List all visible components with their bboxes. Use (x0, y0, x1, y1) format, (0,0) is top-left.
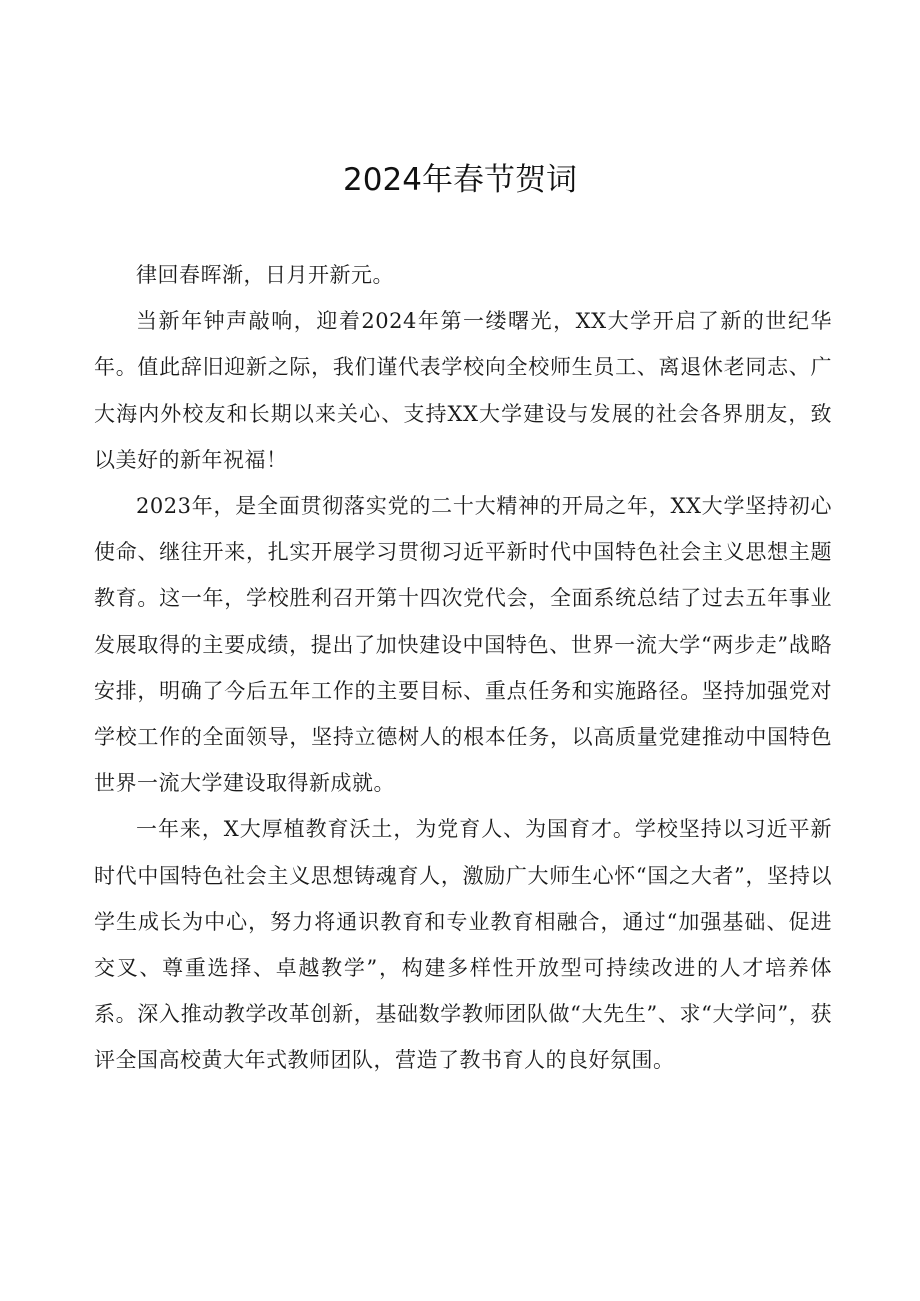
paragraph-2023-review: 2023年，是全面贯彻落实党的二十大精神的开局之年，XX大学坚持初心使命、继往开来，扎实开展学习贯彻习近平新时代中国特色社会主义思想主题教育。这一年，学校胜利召开第十四次党代会，全面系统总结了过去五年事业发展取得的主要成绩，提出了加快建设中国特色、世界一流大学“两步走”战略安排，明确了今后五年工作的主要目标、重点任务和实施路径。坚持加强党对学校工作的全面领导，坚持立德树人的根本任务，以高质量党建推动中国特色世界一流大学建设取得新成就。 (94, 494, 832, 796)
document-title: 2024年春节贺词 (343, 162, 577, 198)
document-body (94, 252, 832, 1084)
paragraph-opening: 律回春晖渐，日月开新元。 (136, 263, 394, 287)
paragraph-new-year-greeting: 当新年钟声敲响，迎着2024年第一缕曙光，XX大学开启了新的世纪华年。值此辞旧迎新之际，我们谨代表学校向全校师生员工、离退休老同志、广大海内外校友和长期以来关心、支持XX大学建设与发展的社会各界朋友，致以美好的新年祝福！ (94, 309, 832, 472)
paragraph-education-achievements: 一年来，X大厚植教育沃土，为党育人、为国育才。学校坚持以习近平新时代中国特色社会主义思想铸魂育人，激励广大师生心怀“国之大者”，坚持以学生成长为中心，努力将通识教育和专业教育相融合，通过“加强基础、促进交叉、尊重选择、卓越教学”，构建多样性开放型可持续改进的人才培养体系。深入推动教学改革创新，基础数学教师团队做“大先生”、求“大学问”，获评全国高校黄大年式教师团队，营造了教书育人的良好氛围。 (94, 817, 832, 1073)
